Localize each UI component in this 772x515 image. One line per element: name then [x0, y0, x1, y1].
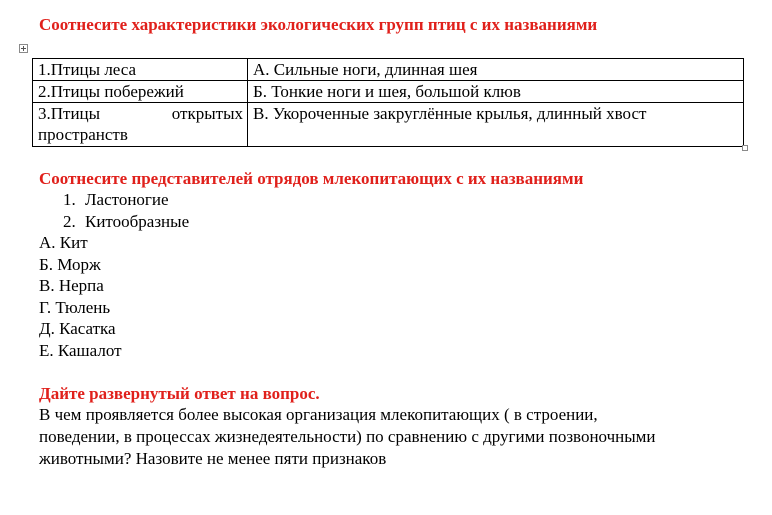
- list-item: Б. Морж: [39, 254, 101, 274]
- list-item: [63, 211, 189, 233]
- table-cell: Б. Тонкие ноги и шея, большой клюв: [248, 81, 744, 103]
- list-item: Д. Касатка: [39, 319, 116, 338]
- table-resize-handle-icon[interactable]: [742, 145, 748, 151]
- animals-list: [39, 232, 122, 361]
- list-item: А. Кит: [39, 233, 88, 252]
- list-item-label: Китообразные: [85, 211, 190, 231]
- table-cell: В. Укороченные закруглённые крылья, длинный хвост: [248, 103, 744, 147]
- section2-title: Соотнесите представителей отрядов млекопитающих с их названиями: [39, 169, 584, 188]
- list-item: [63, 189, 189, 211]
- section3-title: Дайте развернутый ответ на вопрос.: [39, 384, 320, 403]
- table-cell: А. Сильные ноги, длинная шея: [248, 59, 744, 81]
- list-item: Г. Тюлень: [39, 297, 111, 317]
- table-row: [33, 59, 744, 81]
- table-cell: 1.Птицы леса: [33, 59, 248, 81]
- table-move-handle-icon[interactable]: [19, 44, 28, 53]
- list-item-number: 2.: [63, 211, 76, 231]
- table-cell-line: пространств: [38, 125, 128, 144]
- question-text: В чем проявляется более высокая организация млекопитающих ( в строении, поведении, в процессах жизнедеятельности) по сравнению с другими позвоночными животными? Назовите не менее пяти признаков: [39, 405, 656, 468]
- section1-title: Соотнесите характеристики экологических групп птиц с их названиями: [39, 15, 598, 34]
- table-row: [33, 81, 744, 103]
- table-row: [33, 103, 744, 147]
- birds-matching-table: [32, 58, 744, 147]
- orders-list: [63, 189, 189, 232]
- table-cell-line: 3.Птицы открытых: [38, 104, 243, 123]
- list-item-label: Ластоногие: [85, 190, 169, 209]
- list-item-number: 1.: [63, 190, 76, 209]
- list-item: В. Нерпа: [39, 276, 104, 295]
- list-item: Е. Кашалот: [39, 340, 122, 360]
- table-cell: 2.Птицы побережий: [33, 81, 248, 103]
- table-cell: [33, 103, 248, 147]
